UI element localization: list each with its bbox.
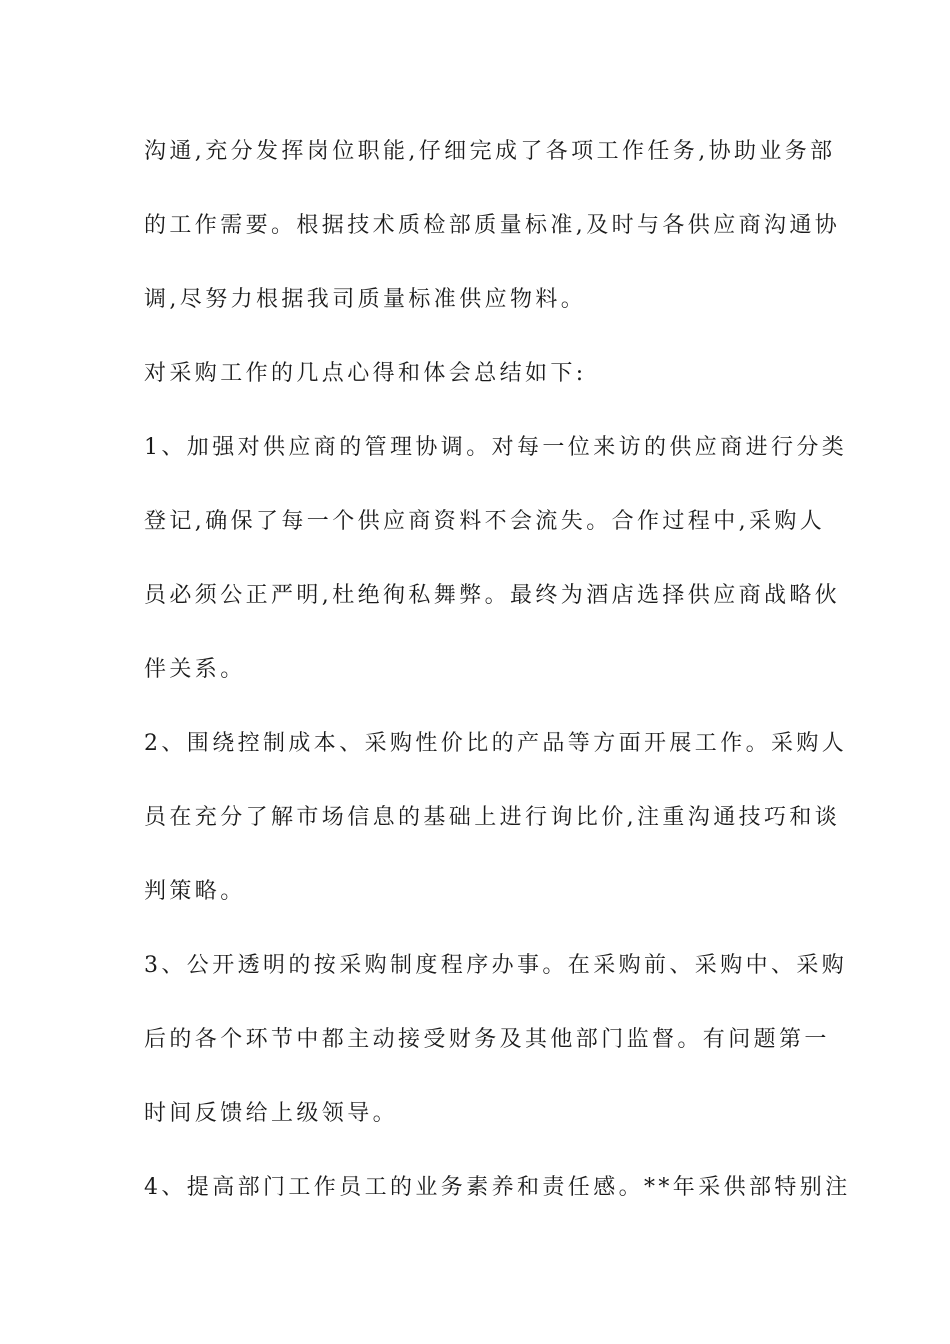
text-line: 3、公开透明的按采购制度程序办事。在采购前、采购中、采购 [144, 953, 848, 978]
text-line: 1、加强对供应商的管理协调。对每一位来访的供应商进行分类 [144, 435, 848, 460]
text-line: 对采购工作的几点心得和体会总结如下: [144, 361, 587, 386]
text-line: 4、提高部门工作员工的业务素养和责任感。**年采供部特别注 [144, 1175, 851, 1200]
text-line: 的工作需要。根据技术质检部质量标准,及时与各供应商沟通协 [144, 213, 841, 238]
text-line: 时间反馈给上级领导。 [144, 1101, 399, 1126]
text-line: 调,尽努力根据我司质量标准供应物料。 [144, 287, 587, 312]
text-line: 员在充分了解市场信息的基础上进行询比价,注重沟通技巧和谈 [144, 805, 841, 830]
text-line: 员必须公正严明,杜绝徇私舞弊。最终为酒店选择供应商战略伙 [144, 583, 841, 608]
text-line: 后的各个环节中都主动接受财务及其他部门监督。有问题第一 [144, 1027, 830, 1052]
text-line: 2、围绕控制成本、采购性价比的产品等方面开展工作。采购人 [144, 731, 848, 756]
text-line: 沟通,充分发挥岗位职能,仔细完成了各项工作任务,协助业务部 [144, 139, 836, 164]
text-line: 伴关系。 [144, 657, 246, 682]
text-line: 判策略。 [144, 879, 246, 904]
text-line: 登记,确保了每一个供应商资料不会流失。合作过程中,采购人 [144, 509, 826, 534]
